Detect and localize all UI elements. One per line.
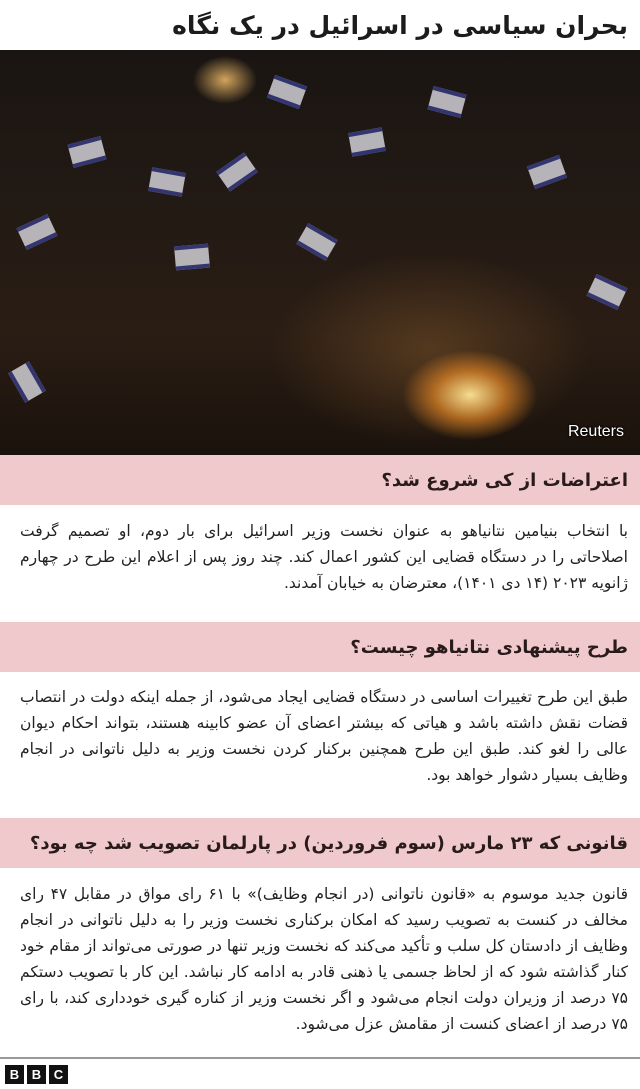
logo-letter: B (27, 1065, 46, 1084)
logo-letter: C (49, 1065, 68, 1084)
question-header-3 (0, 818, 640, 868)
photo-credit: Reuters (567, 423, 624, 440)
flag-shape (348, 127, 386, 157)
question-text: طرح پیشنهادی نتانیاهو چیست؟ (350, 636, 628, 658)
footer-divider (0, 1057, 640, 1059)
flag-shape (8, 361, 46, 402)
question-header-1 (0, 455, 640, 505)
logo-letter: B (5, 1065, 24, 1084)
flag-shape (17, 214, 58, 250)
answer-text-3: قانون جدید موسوم به «قانون ناتوانی (در انجام وظایف)» با ۶۱ رای مواق در مقابل ۴۷ رای مخالف در کنست به تصویب رسید که امکان برکناری نخست وزیر را به دلیل ناتوانی در انجام وظایف از دادستان کل سلب و تأکید می‌کند که نخست وزیر تنها در صورتی می‌تواند از مقام خود کنار گذاشته شود که از لحاظ جسمی یا ذهنی قادر به ادامه کار نباشد. این کار با تصویب دستکم ۷۵ درصد از وزیران دولت انجام می‌شود و اگر نخست وزیر از کناره گیری خودداری کند، با رای ۷۵ درصد از اعضای کنست از مقامش عزل می‌شود. (20, 885, 628, 1033)
flag-shape (267, 75, 307, 109)
question-header-2 (0, 622, 640, 672)
title-bar (0, 0, 640, 50)
flag-shape (296, 223, 337, 261)
answer-text-1: با انتخاب بنیامین نتانیاهو به عنوان نخست وزیر اسرائیل برای بار دوم، او تصمیم گرفت اصلاحاتی را در دستگاه قضایی این کشور اعمال کند. چند روز پس از اعلام این طرح در چهارم ژانویه ۲۰۲۳ (۱۴ دی ۱۴۰۱)، معترضان به خیابان آمدند. (20, 522, 628, 592)
page-title: بحران سیاسی در اسرائیل در یک نگاه (172, 10, 628, 40)
flag-shape (216, 152, 258, 191)
flag-shape (527, 155, 567, 189)
answer-text-2: طبق این طرح تغییرات اساسی در دستگاه قضایی ایجاد می‌شود، از جمله اینکه دولت در انتصاب قضات نقش داشته باشد و هیاتی که بیشتر اعضای آن عضو کابینه هستند، بتواند احکام دیوان عالی را لغو کند. طبق این طرح همچنین برکنار کردن نخست وزیر به دلیل ناتوانی در انجام وظایف بسیار دشوار خواهد بود. (20, 688, 628, 784)
question-text: اعتراضات از کی شروع شد؟ (381, 469, 628, 491)
flag-shape (174, 244, 210, 271)
flag-shape (427, 86, 466, 118)
question-text: قانونی که ۲۳ مارس (سوم فروردین) در پارلمان تصویب شد چه بود؟ (29, 832, 628, 854)
protest-photo (0, 50, 640, 455)
flag-shape (67, 136, 106, 168)
flag-shape (148, 167, 186, 197)
bbc-logo (5, 1065, 68, 1084)
flag-shape (587, 274, 628, 310)
